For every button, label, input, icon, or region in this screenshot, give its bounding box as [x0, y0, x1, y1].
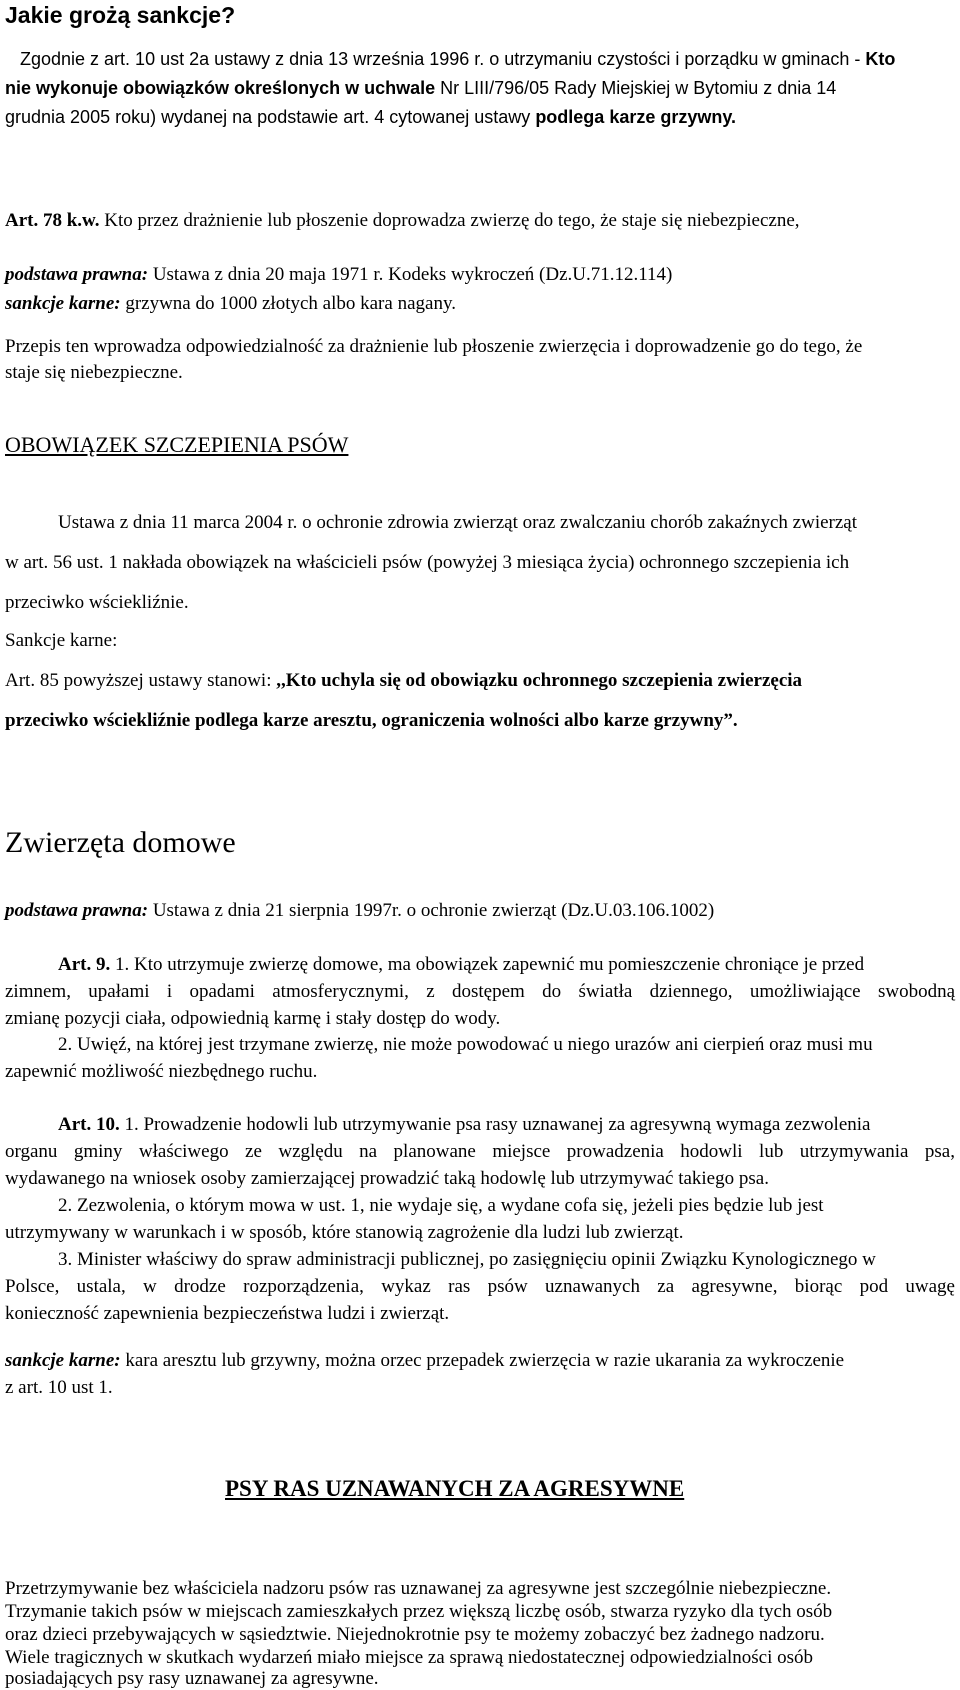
vaccination-line-1: w art. 56 ust. 1 nakłada obowiązek na właścicieli psów (powyżej 3 miesiąca życia) ochronnego szczepienia ich: [5, 552, 850, 573]
aggressive-line-3: oraz dzieci przebywających w sąsiedztwie. Niejednokrotnie psy te możemy zobaczyć bez żadnego nadzoru.: [5, 1624, 825, 1645]
art10-text: 1. Prowadzenie hodowli lub utrzymywanie psa rasy uznawanej za agresywną wymaga zezwolenia: [119, 1114, 871, 1135]
intro-text: grudnia 2005 roku) wydanej na podstawie art. 4 cytowanej ustawy: [5, 107, 536, 127]
aggressive-line-2: Trzymanie takich psów w miejscach zamieszkałych przez większą liczbę osób, stwarza ryzyko dla tych osób: [5, 1601, 833, 1622]
sanction-text: kara aresztu lub grzywny, można orzec przepadek zwierzęcia w razie ukarania za wykroczenie: [120, 1350, 845, 1371]
art-text: 85 powyższej ustawy stanowi:: [35, 670, 277, 691]
art10-line-8: konieczność zapewnienia bezpieczeństwa ludzi i zwierząt.: [5, 1303, 450, 1324]
art10-line-7: Polsce, ustala, w drodze rozporządzenia, wykaz ras psów uznawanych za agresywne, biorąc pod uwagę: [5, 1276, 955, 1297]
vaccination-art-quote-2: przeciwko wściekliźnie podlega karze aresztu, ograniczenia wolności albo karze grzywny”.: [5, 710, 738, 731]
basis-label: podstawa prawna:: [5, 900, 149, 921]
art78-text: Kto przez drażnienie lub płoszenie doprowadza zwierzę do tego, że staje się niebezpieczne,: [99, 210, 800, 231]
vaccination-heading: OBOWIĄZEK SZCZEPIENIA PSÓW: [5, 432, 349, 457]
basis-label: podstawa prawna:: [5, 264, 149, 285]
art10-line-4: 2. Zezwolenia, o którym mowa w ust. 1, nie wydaje się, a wydane cofa się, jeżeli pies będzie lub jest: [58, 1195, 824, 1216]
vaccination-line-2: przeciwko wściekliźnie.: [5, 592, 189, 613]
art9-line-3: zmianę pozycji ciała, odpowiednią karmę i stały dostęp do wody.: [5, 1008, 501, 1029]
intro-bold: nie wykonuje obowiązków określonych w uchwale: [5, 78, 436, 98]
intro-line-2: [5, 77, 836, 99]
intro-text: Zgodnie z art. 10 ust 2a ustawy z dnia 13 września 1996 r. o utrzymaniu czystości i porządku w gminach -: [20, 49, 866, 69]
art9-line-4: 2. Uwięź, na której jest trzymane zwierzę, nie może powodować u niego urazów ani cierpień oraz musi mu: [58, 1034, 873, 1055]
art10-label: Art. 10.: [58, 1114, 120, 1135]
domestic-sanction: [5, 1350, 844, 1372]
art78-label: Art. 78 k.w.: [5, 210, 100, 231]
art10-line-5: utrzymywany w warunkach i w sposób, które stanowią zagrożenie dla ludzi lub zwierząt.: [5, 1222, 684, 1243]
basis-text: Ustawa z dnia 21 sierpnia 1997r. o ochronie zwierząt (Dz.U.03.106.1002): [148, 900, 715, 921]
sanction-text: grzywna do 1000 złotych albo kara nagany.: [120, 293, 456, 314]
art10-line-2: organu gminy właściwego ze względu na planowane miejsce prowadzenia hodowli lub utrzymywania psa,: [5, 1141, 955, 1162]
art-quote: ,,Kto uchyla się od obowiązku ochronnego szczepienia zwierzęcia: [276, 670, 803, 691]
aggressive-line-4: Wiele tragicznych w skutkach wydarzeń miało miejsce za sprawą niedostatecznej odpowiedzialności osób: [5, 1647, 814, 1668]
domestic-sanction-line-2: z art. 10 ust 1.: [5, 1377, 113, 1398]
domestic-heading: Zwierzęta domowe: [5, 826, 236, 859]
intro-text: Nr LIII/796/05 Rady Miejskiej w Bytomiu z dnia 14: [435, 78, 837, 98]
aggressive-line-1: Przetrzymywanie bez właściciela nadzoru psów ras uznawanej za agresywne jest szczególnie niebezpieczne.: [5, 1578, 832, 1599]
page-title: Jakie grożą sankcje?: [5, 2, 236, 28]
domestic-basis: [5, 900, 714, 922]
art-label: Art.: [5, 670, 36, 691]
basis-text: Ustawa z dnia 20 maja 1971 r. Kodeks wykroczeń (Dz.U.71.12.114): [148, 264, 673, 285]
aggressive-heading: PSY RAS UZNAWANYCH ZA AGRESYWNE: [225, 1476, 685, 1501]
vaccination-sanction-heading: Sankcje karne:: [5, 630, 118, 651]
intro-line-3: [5, 106, 736, 128]
intro-bold: podlega karze grzywny.: [535, 107, 737, 127]
vaccination-act: Ustawa z dnia 11 marca 2004 r. o ochronie zdrowia zwierząt oraz zwalczaniu chorób zakaźnych zwierząt: [58, 512, 858, 533]
intro-bold: Kto: [865, 49, 896, 69]
sanction-label: sankcje karne:: [5, 1350, 121, 1371]
art9-text: 1. Kto utrzymuje zwierzę domowe, ma obowiązek zapewnić mu pomieszczenie chroniące je przed: [110, 954, 865, 975]
art78-desc-2: staje się niebezpieczne.: [5, 362, 183, 383]
art78-sanction: [5, 293, 456, 315]
art10-line-3: wydawanego na wniosek osoby zamierzającej prowadzić taką hodowlę lub utrzymywać takiego psa.: [5, 1168, 769, 1189]
sanction-label: sankcje karne:: [5, 293, 121, 314]
art10-line-1: [58, 1114, 871, 1136]
aggressive-line-5: posiadających psy rasy uznawanej za agresywne.: [5, 1668, 379, 1689]
art9-line-2: zimnem, upałami i opadami atmosferycznymi, z dostępem do światła dziennego, umożliwiające swobodną: [5, 981, 955, 1002]
art78-line: [5, 210, 800, 232]
art9-line-5: zapewnić możliwość niezbędnego ruchu.: [5, 1061, 318, 1082]
art78-basis: [5, 264, 672, 286]
art78-desc-1: Przepis ten wprowadza odpowiedzialność za drażnienie lub płoszenie zwierzęcia i doprowadzenie go do tego, że: [5, 336, 863, 357]
art10-line-6: 3. Minister właściwy do spraw administracji publicznej, po zasięgnięciu opinii Związku Kynologicznego w: [58, 1249, 876, 1270]
intro-line-1: [20, 48, 895, 70]
vaccination-art-line: [5, 670, 802, 692]
art9-label: Art. 9.: [58, 954, 111, 975]
art9-line-1: [58, 954, 864, 976]
